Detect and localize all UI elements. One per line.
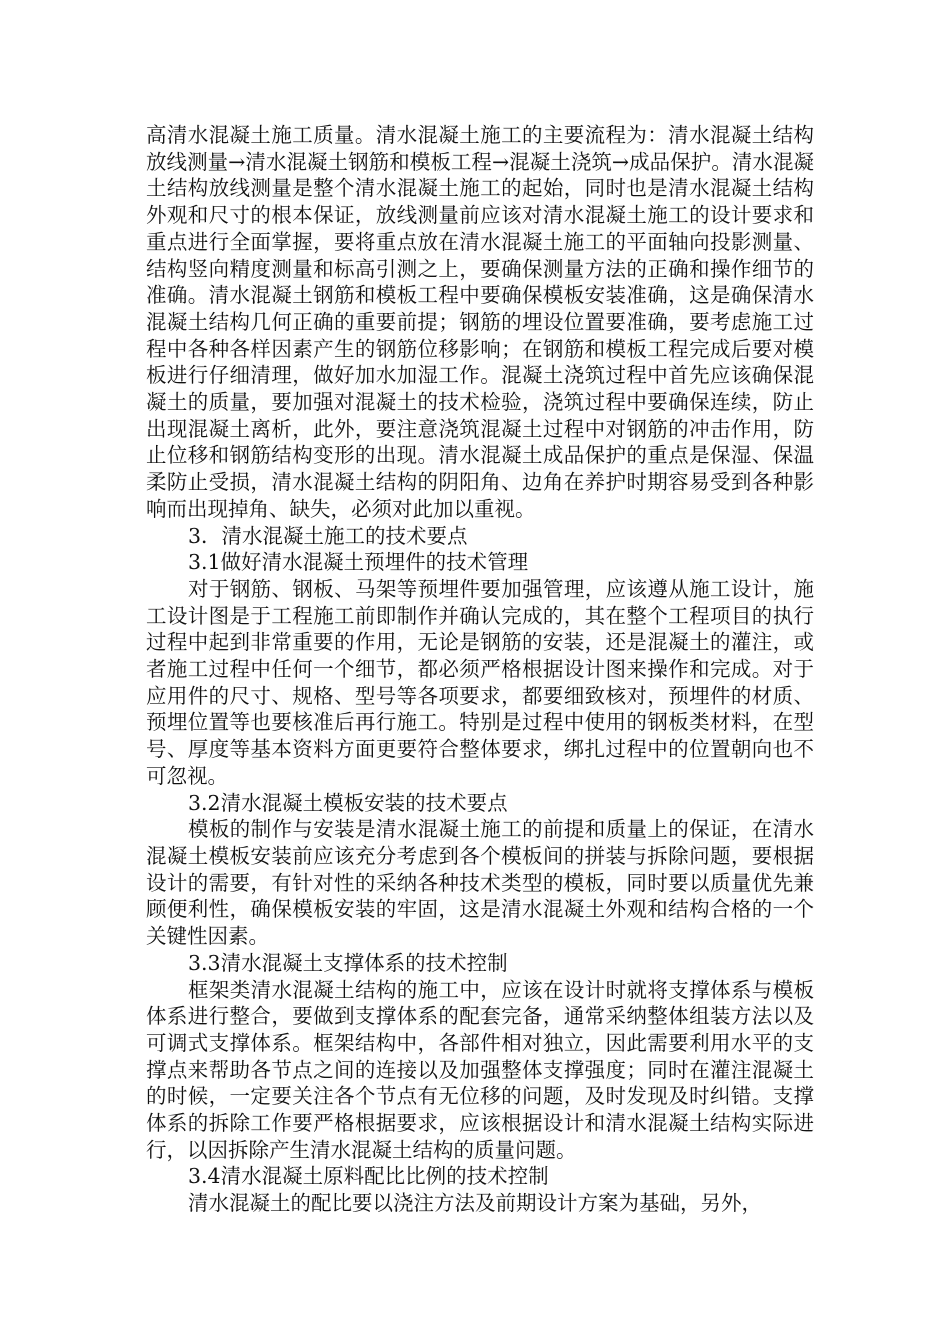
subsection-heading-3-4: 3.4清水混凝土原料配比比例的技术控制 <box>188 1164 549 1189</box>
paragraph-mix-ratio: 清水混凝土的配比要以浇注方法及前期设计方案为基础，另外， <box>188 1191 762 1216</box>
section-heading-3: 3．清水混凝土施工的技术要点 <box>188 523 468 548</box>
paragraph-support-system: 框架类清水混凝土结构的施工中，应该在设计时就将支撑体系与模板体系进行整合，要做到支撑体系的配套完备，通常采纳整体组装方法以及可调式支撑体系。框架结构中，各部件相对独立，因此需要利用水平的支撑点来帮助各节点之间的连接以及加强整体支撑强度；同时在灌注混凝土的时候，一定要关注各个节点有无位移的问题，及时发现及时纠错。支撑体系的拆除工作要严格根据要求，应该根据设计和清水混凝土结构实际进行，以因拆除产生清水混凝土结构的质量问题。 <box>146 977 814 1162</box>
paragraph-formwork-installation: 模板的制作与安装是清水混凝土施工的前提和质量上的保证，在清水混凝土模板安装前应该充分考虑到各个模板间的拼装与拆除问题，要根据设计的需要，有针对性的采纳各种技术类型的模板，同时要以质量优先兼顾便利性，确保模板安装的牢固，这是清水混凝土外观和结构合格的一个关键性因素。 <box>146 817 814 949</box>
paragraph-construction-flow: 高清水混凝土施工质量。清水混凝土施工的主要流程为：清水混凝土结构放线测量→清水混凝土钢筋和模板工程→混凝土浇筑→成品保护。清水混凝土结构放线测量是整个清水混凝土施工的起始，同时也是清水混凝土结构外观和尺寸的根本保证，放线测量前应该对清水混凝土施工的设计要求和重点进行全面掌握，要将重点放在清水混凝土施工的平面轴向投影测量、结构竖向精度测量和标高引测之上，要确保测量方法的正确和操作细节的准确。清水混凝土钢筋和模板工程中要确保模板安装准确，这是确保清水混凝土结构几何正确的重要前提；钢筋的埋设位置要准确，要考虑施工过程中各种各样因素产生的钢筋位移影响；在钢筋和模板工程完成后要对模板进行仔细清理，做好加水加湿工作。混凝土浇筑过程中首先应该确保混凝土的质量，要加强对混凝土的技术检验，浇筑过程中要确保连续，防止出现混凝土离析，此外，要注意浇筑混凝土过程中对钢筋的冲击作用，防止位移和钢筋结构变形的出现。清水混凝土成品保护的重点是保湿、保温柔防止受损，清水混凝土结构的阴阳角、边角在养护时期容易受到各种影响而出现掉角、缺失，必须对此加以重视。 <box>146 123 814 521</box>
subsection-heading-3-1: 3.1做好清水混凝土预埋件的技术管理 <box>188 550 529 575</box>
paragraph-embedded-parts: 对于钢筋、钢板、马架等预埋件要加强管理，应该遵从施工设计，施工设计图是于工程施工前即制作并确认完成的，其在整个工程项目的执行过程中起到非常重要的作用，无论是钢筋的安装，还是混凝土的灌注，或者施工过程中任何一个细节，都必须严格根据设计图来操作和完成。对于应用件的尺寸、规格、型号等各项要求，都要细致核对，预埋件的材质、预埋位置等也要核准后再行施工。特别是过程中使用的钢板类材料，在型号、厚度等基本资料方面更要符合整体要求，绑扎过程中的位置朝向也不可忽视。 <box>146 576 814 788</box>
document-body <box>146 122 814 1217</box>
subsection-heading-3-2: 3.2清水混凝土模板安装的技术要点 <box>188 790 508 815</box>
subsection-heading-3-3: 3.3清水混凝土支撑体系的技术控制 <box>188 950 508 975</box>
